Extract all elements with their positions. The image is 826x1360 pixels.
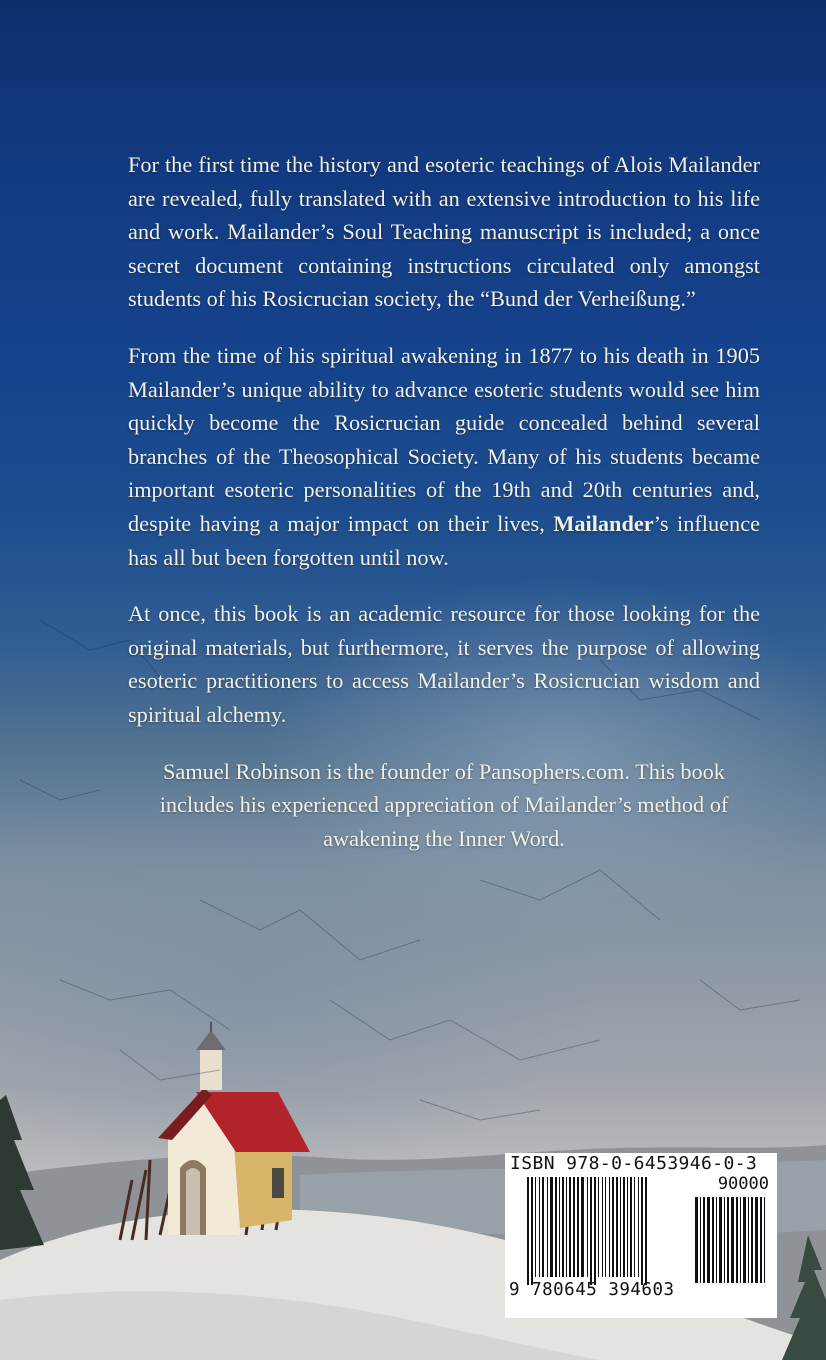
barcode-bar	[527, 1177, 529, 1285]
barcode-bar	[577, 1177, 579, 1277]
barcode-bar	[573, 1177, 575, 1277]
description-paragraph: For the first time the history and esoteric teachings of Alois Mailander are revealed, fully translated with an extensive introduction to his life and work. Mailander’s Soul Teaching manuscript is included; a once secret document containing instructions circulated only amongst students of his Rosicrucian society, the “Bund der Verheißung.”	[128, 152, 760, 312]
barcode-bar	[555, 1177, 557, 1277]
addon-bar	[736, 1197, 738, 1283]
barcode-bar	[627, 1177, 628, 1277]
barcode-bar	[590, 1177, 592, 1285]
addon-bar	[748, 1197, 749, 1283]
addon-bar	[724, 1197, 725, 1283]
barcode-bar	[609, 1177, 610, 1277]
addon-bar	[743, 1197, 746, 1283]
addon-bar	[703, 1197, 705, 1283]
addon-bar	[764, 1197, 765, 1283]
author-bio: Samuel Robinson is the founder of Pansophers.com. This book includes his experienced appreciation of Mailander’s method of awakening the Inner Word.	[159, 758, 729, 851]
barcode-bar	[562, 1177, 564, 1277]
barcode-bar	[605, 1177, 606, 1277]
barcode-bar	[638, 1177, 639, 1277]
barcode-bar	[550, 1177, 553, 1277]
barcode-bar	[547, 1177, 548, 1277]
isbn-barcode	[505, 1153, 777, 1318]
paragraph-body: From the time of his spiritual awakening in 1877 to his death in 1905 Mailander’s unique ability to advance esoteric students would see him quickly become the Rosicrucian guide concealed behind several branches of the Theosophical Society. Many of his students became important esoteric personalities of the 19th and 20th centuries and, despite having a major impact on their lives,	[128, 342, 760, 536]
barcode-bar	[539, 1177, 540, 1277]
addon-bar	[695, 1197, 698, 1283]
addon-bar	[755, 1197, 758, 1283]
emphasized-name: Mailander	[553, 510, 654, 536]
barcode-bar	[630, 1177, 632, 1277]
addon-bar	[719, 1197, 722, 1283]
chapel	[158, 1022, 310, 1235]
barcode-bar	[645, 1177, 647, 1285]
barcode-bar	[535, 1177, 536, 1277]
barcode-bar	[598, 1177, 599, 1277]
barcode-bar	[616, 1177, 618, 1277]
addon-bar	[727, 1197, 729, 1283]
barcode-bar	[566, 1177, 567, 1277]
barcode-bar	[587, 1177, 588, 1277]
addon-bar	[731, 1197, 734, 1283]
barcode-bar	[620, 1177, 621, 1277]
barcode-bar	[594, 1177, 596, 1285]
addon-bar	[751, 1197, 753, 1283]
barcode-bar	[623, 1177, 625, 1277]
price-code: 90000	[717, 1174, 769, 1194]
barcode-bar	[602, 1177, 603, 1277]
ean-digits: 9 780645 394603	[509, 1280, 675, 1300]
description-paragraph	[128, 339, 760, 574]
barcode-bar	[542, 1177, 544, 1277]
addon-bar	[760, 1197, 762, 1283]
addon-bar	[707, 1197, 710, 1283]
addon-bar	[712, 1197, 714, 1283]
barcode-bar	[559, 1177, 560, 1277]
barcode-bar	[531, 1177, 533, 1285]
description-paragraph: At once, this book is an academic resource for those looking for the original materials, but furthermore, it serves the purpose of allowing esoteric practitioners to access Mailander’s Rosicrucian wisdom and spiritual alchemy.	[128, 601, 760, 727]
addon-bar	[700, 1197, 701, 1283]
description-text	[128, 148, 760, 878]
barcode-bar	[581, 1177, 584, 1277]
barcode-bar	[569, 1177, 571, 1277]
barcode-bar	[641, 1177, 643, 1285]
addon-bar	[716, 1197, 717, 1283]
isbn-label: ISBN 978-0-6453946-0-3	[510, 1153, 758, 1174]
barcode-bar	[612, 1177, 614, 1277]
paragraph-tail: ’s influence has all but been forgotten until now.	[128, 510, 760, 570]
addon-bar	[740, 1197, 741, 1283]
barcode-bar	[634, 1177, 635, 1277]
